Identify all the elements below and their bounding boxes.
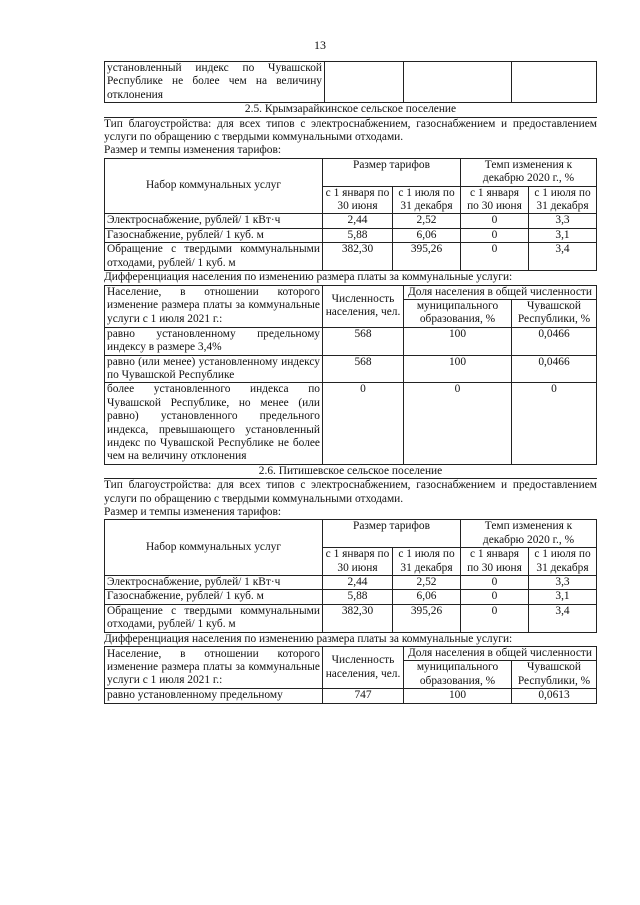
tariff-value: 382,30 (323, 604, 393, 632)
rate-value: 0 (461, 228, 529, 242)
population-label: равно установленному предельному (105, 689, 323, 703)
header-republic: Чувашской Республики, % (512, 299, 597, 327)
section-description: Тип благоустройства: для всех типов с электроснабжением, газоснабжением и предоставлением услуги по обращению с твердыми коммунальными отходами. (104, 479, 597, 505)
rate-value: 3,1 (529, 228, 597, 242)
rate-value: 3,3 (529, 214, 597, 228)
tariffs-table (104, 158, 597, 271)
header-service-set: Набор коммунальных услуг (105, 158, 323, 214)
municipal-share: 100 (404, 355, 512, 383)
header-jan-jun: с 1 января по 30 июня (461, 548, 529, 576)
population-count: 0 (323, 383, 404, 464)
tariffs-caption: Размер и темпы изменения тарифов: (104, 144, 282, 157)
rate-value: 0 (461, 243, 529, 271)
table-header-row (105, 285, 597, 299)
table-row (105, 214, 597, 228)
municipal-share: 100 (404, 689, 512, 703)
header-municipal: муниципального образования, % (404, 661, 512, 689)
republic-share: 0,0466 (512, 355, 597, 383)
header-count: Численность населения, чел. (323, 647, 404, 689)
rate-value: 3,4 (529, 243, 597, 271)
population-count: 747 (323, 689, 404, 703)
tariff-value: 5,88 (323, 590, 393, 604)
header-jan-jun: с 1 января по 30 июня (323, 548, 393, 576)
rate-value: 3,4 (529, 604, 597, 632)
tariff-value: 382,30 (323, 243, 393, 271)
rate-value: 0 (461, 214, 529, 228)
differentiation-table (104, 285, 597, 465)
municipal-share: 100 (404, 327, 512, 355)
header-jul-dec: с 1 июля по 31 декабря (529, 186, 597, 214)
page-content (104, 61, 597, 704)
differentiation-caption: Дифференциация населения по изменению размера платы за коммунальные услуги: (104, 632, 513, 645)
tariff-value: 5,88 (323, 228, 393, 242)
header-change-rate: Темп изменения к декабрю 2020 г., % (461, 520, 597, 548)
tariffs-table (104, 519, 597, 632)
tariffs-caption: Размер и темпы изменения тарифов: (104, 506, 282, 518)
tariff-value: 395,26 (393, 243, 461, 271)
population-count: 568 (323, 327, 404, 355)
rate-value: 3,3 (529, 576, 597, 590)
republic-share: 0 (512, 383, 597, 464)
header-tariff-size: Размер тарифов (323, 158, 461, 186)
header-share: Доля населения в общей численности (404, 647, 597, 661)
header-share: Доля населения в общей численности (404, 285, 597, 299)
section-title: 2.5. Крымзарайкинское сельское поселение (104, 103, 597, 117)
population-label: равно (или менее) установленному индексу по Чувашской Республике (105, 355, 323, 383)
header-population: Население, в отношении которого изменение размера платы за коммунальные услуги с 1 июля 2021 г.: (105, 647, 323, 689)
tariff-value: 2,44 (323, 576, 393, 590)
header-jan-jun: с 1 января по 30 июня (461, 186, 529, 214)
header-jul-dec: с 1 июля по 31 декабря (393, 186, 461, 214)
header-jan-jun: с 1 января по 30 июня (323, 186, 393, 214)
section-description: Тип благоустройства: для всех типов с электроснабжением, газоснабжением и предоставлением услуги по обращению с твердыми коммунальными отходами. (104, 117, 597, 144)
rate-value: 0 (461, 590, 529, 604)
table-cell (512, 62, 597, 103)
header-jul-dec: с 1 июля по 31 декабря (393, 548, 461, 576)
table-cell-label: установленный индекс по Чувашской Республике не более чем на величину отклонения (105, 62, 325, 103)
tariff-value: 395,26 (393, 604, 461, 632)
header-municipal: муниципального образования, % (404, 299, 512, 327)
header-change-rate: Темп изменения к декабрю 2020 г., % (461, 158, 597, 186)
continuation-table (104, 61, 597, 103)
rate-value: 0 (461, 604, 529, 632)
service-name: Газоснабжение, рублей/ 1 куб. м (105, 228, 323, 242)
tariff-value: 2,52 (393, 576, 461, 590)
tariff-value: 6,06 (393, 228, 461, 242)
table-row (105, 590, 597, 604)
rate-value: 3,1 (529, 590, 597, 604)
differentiation-table (104, 646, 597, 704)
table-header-row (105, 520, 597, 548)
table-row (105, 327, 597, 355)
service-name: Электроснабжение, рублей/ 1 кВт·ч (105, 214, 323, 228)
header-service-set: Набор коммунальных услуг (105, 520, 323, 576)
header-republic: Чувашской Республики, % (512, 661, 597, 689)
republic-share: 0,0613 (512, 689, 597, 703)
table-header-row (105, 158, 597, 186)
table-row (105, 228, 597, 242)
header-jul-dec: с 1 июля по 31 декабря (529, 548, 597, 576)
table-row (105, 604, 597, 632)
table-row (105, 62, 597, 103)
tariff-value: 2,52 (393, 214, 461, 228)
tariff-value: 2,44 (323, 214, 393, 228)
table-cell (325, 62, 404, 103)
table-row (105, 576, 597, 590)
table-header-row (105, 647, 597, 661)
service-name: Газоснабжение, рублей/ 1 куб. м (105, 590, 323, 604)
page-number: 13 (314, 38, 326, 52)
table-cell (404, 62, 512, 103)
table-row (105, 355, 597, 383)
service-name: Обращение с твердыми коммунальными отходами, рублей/ 1 куб. м (105, 243, 323, 271)
header-count: Численность населения, чел. (323, 285, 404, 327)
header-tariff-size: Размер тарифов (323, 520, 461, 548)
population-count: 568 (323, 355, 404, 383)
tariff-value: 6,06 (393, 590, 461, 604)
population-label: равно установленному предельному индексу в размере 3,4% (105, 327, 323, 355)
differentiation-caption: Дифференциация населения по изменению размера платы за коммунальные услуги: (104, 271, 513, 284)
republic-share: 0,0466 (512, 327, 597, 355)
service-name: Обращение с твердыми коммунальными отходами, рублей/ 1 куб. м (105, 604, 323, 632)
municipal-share: 0 (404, 383, 512, 464)
table-row (105, 243, 597, 271)
service-name: Электроснабжение, рублей/ 1 кВт·ч (105, 576, 323, 590)
header-population: Население, в отношении которого изменение размера платы за коммунальные услуги с 1 июля 2021 г.: (105, 285, 323, 327)
rate-value: 0 (461, 576, 529, 590)
table-row (105, 689, 597, 703)
table-row (105, 383, 597, 464)
population-label: более установленного индекса по Чувашской Республике, но менее (или равно) установленного предельного индекса, превышающего установленный индекс по Чувашской Республике не более чем на величину отклонения (105, 383, 323, 464)
section-title: 2.6. Питишевское сельское поселение (104, 465, 597, 479)
